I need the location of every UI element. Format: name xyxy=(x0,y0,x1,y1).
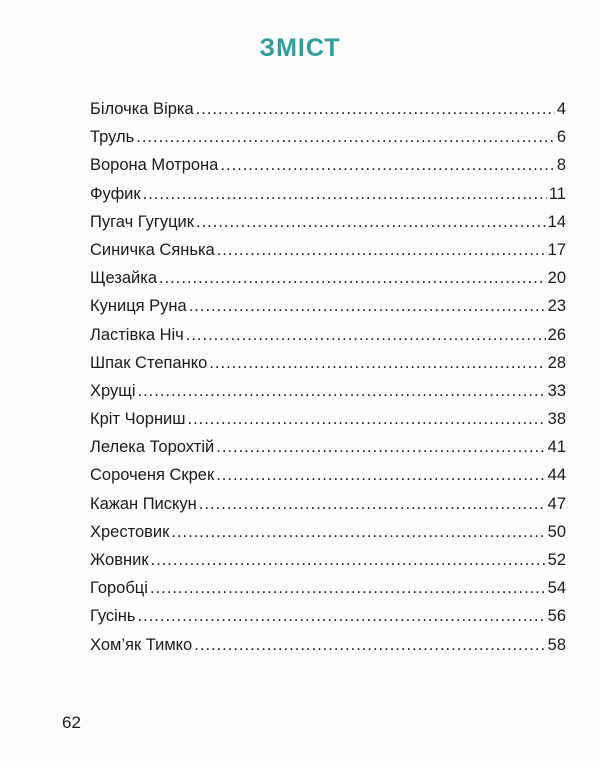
toc-entry-title: Гусінь xyxy=(90,607,136,626)
toc-entry-page: 6 xyxy=(556,128,566,147)
page-number: 62 xyxy=(62,713,81,732)
dot-leader xyxy=(138,382,546,401)
toc-entry xyxy=(90,579,566,607)
toc-entry-title: Ворона Мотрона xyxy=(90,156,219,175)
dot-leader xyxy=(188,410,546,429)
toc-entry-title: Горобці xyxy=(90,579,148,598)
toc-entry xyxy=(90,213,566,241)
dot-leader xyxy=(220,156,554,175)
toc-entry-title: Хом’як Тимко xyxy=(90,635,193,654)
toc-entry xyxy=(90,297,566,325)
toc-entry-title: Шпак Степанко xyxy=(90,353,208,372)
toc-entry xyxy=(90,156,566,184)
dot-leader xyxy=(138,607,546,626)
toc-entry xyxy=(90,185,566,213)
toc-entry xyxy=(90,551,566,579)
toc-entry-title: Ластівка Ніч xyxy=(90,325,184,344)
toc-entry-page: 58 xyxy=(547,635,566,654)
toc-entry xyxy=(90,382,566,410)
toc-entry xyxy=(90,607,566,635)
toc-entry-title: Куниця Руна xyxy=(90,297,187,316)
dot-leader xyxy=(150,579,546,598)
dot-leader xyxy=(216,438,545,457)
table-of-contents xyxy=(90,100,566,664)
toc-entry-page: 54 xyxy=(547,579,566,598)
dot-leader xyxy=(151,551,546,570)
dot-leader xyxy=(136,128,555,147)
dot-leader xyxy=(194,636,545,655)
toc-entry xyxy=(90,636,566,664)
toc-entry xyxy=(90,466,566,494)
toc-entry-page: 20 xyxy=(547,269,566,288)
page-title: ЗМІСТ xyxy=(259,34,341,62)
toc-entry-title: Білочка Вірка xyxy=(90,100,194,118)
toc-entry-page: 50 xyxy=(547,522,566,541)
toc-entry-page: 28 xyxy=(547,353,566,372)
toc-entry-page: 41 xyxy=(547,438,566,457)
toc-entry xyxy=(90,438,566,466)
dot-leader xyxy=(159,269,546,288)
toc-entry-title: Щезайка xyxy=(90,269,157,288)
toc-entry xyxy=(90,410,566,438)
toc-entry xyxy=(90,523,566,551)
toc-entry-page: 33 xyxy=(547,381,566,400)
toc-entry-title: Кріт Чорниш xyxy=(90,410,186,429)
toc-entry-page: 11 xyxy=(548,184,566,203)
toc-entry-title: Сороченя Скрек xyxy=(90,466,215,485)
dot-leader xyxy=(217,241,546,260)
toc-entry-page: 47 xyxy=(547,494,566,513)
toc-entry-title: Лелека Торохтій xyxy=(90,438,215,457)
dot-leader xyxy=(189,297,546,316)
dot-leader xyxy=(196,213,546,232)
toc-entry xyxy=(90,241,566,269)
toc-entry-page: 23 xyxy=(547,297,566,316)
toc-entry-page: 17 xyxy=(547,240,566,259)
dot-leader xyxy=(209,354,545,373)
toc-entry xyxy=(90,354,566,382)
toc-entry-title: Труль xyxy=(90,128,135,147)
toc-entry-title: Жовник xyxy=(90,551,149,569)
toc-entry-page: 14 xyxy=(547,212,566,231)
toc-entry-title: Хрущі xyxy=(90,381,136,400)
toc-entry-page: 52 xyxy=(547,551,566,569)
toc-entry-title: Кажан Пискун xyxy=(90,494,197,513)
toc-entry xyxy=(90,100,566,128)
toc-entry-title: Фуфик xyxy=(90,184,141,203)
toc-entry-page: 26 xyxy=(547,325,566,344)
toc-entry-page: 4 xyxy=(556,100,566,118)
toc-entry xyxy=(90,495,566,523)
dot-leader xyxy=(199,495,546,514)
dot-leader xyxy=(143,185,547,204)
dot-leader xyxy=(171,523,545,542)
toc-entry-title: Пугач Гугуцик xyxy=(90,212,194,231)
toc-entry xyxy=(90,128,566,156)
dot-leader xyxy=(186,326,546,345)
toc-entry-title: Хрестовик xyxy=(90,522,170,541)
dot-leader xyxy=(196,100,555,119)
toc-entry xyxy=(90,269,566,297)
toc-entry xyxy=(90,326,566,354)
dot-leader xyxy=(216,466,545,485)
toc-entry-page: 8 xyxy=(556,156,566,175)
toc-entry-page: 44 xyxy=(547,466,566,485)
toc-entry-page: 38 xyxy=(547,410,566,429)
toc-entry-title: Синичка Сянька xyxy=(90,240,215,259)
toc-entry-page: 56 xyxy=(547,607,566,626)
